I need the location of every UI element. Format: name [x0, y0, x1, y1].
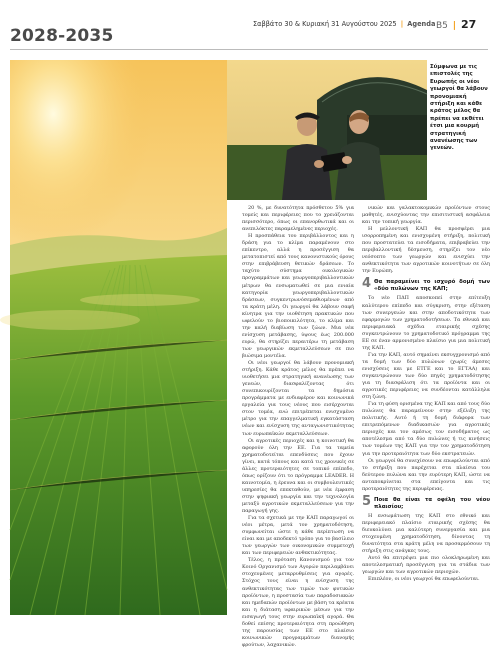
page-number-right: 27: [460, 18, 477, 31]
paragraph: Τέλος, η πρόταση Κανονισμού για τον Κοινό Οργανισμό των Αγορών περιλαμβάνει στοχευμένες μεταρρυθμίσεις για αγορές. Στόχος τους είναι η ενίσχυση της ανθεκτικότητας των τιμών των φυτικών προϊόντων, η προστασία των παραδοσιακών και ημεδαπών προϊόντων με βάση τα κρέατα και η διάταση υφαιρικών μέσων για την εισαγωγή τους στην ευρωπαϊκή αγορά. Θα δοθεί επίσης προτεραιότητα στη προώθηση της παρουσίας των ΕΕ στο πλαίσιο κοινωνικών προγραμμάτων διανομής φρούτων, λαχανικών.: [242, 557, 354, 648]
section-heading-5: [362, 493, 490, 511]
paragraph: Οι αγροτικές περιοχές και η κοινοτική θα αφορούν όλη την ΕΕ. Για τα ταμεία χρηματοδοτείται επενδύσεις που έχουν γίνει, κατά τόπους και κατά τις χρονικές σε άλλες προτεραιότητες σε τοπικό επίπεδο, όπως ορίζουν ότι το πρόγραμμα LEADER. Η καινοτομία, η έρευνα και οι συμβουλευτικές υπηρεσίες θα επεκταθούν, με νέα έμφαση στην ψηφιακή γεωργία και την τεχνολογία μεταξύ αγροτικών εκμεταλλεύσεων για την παραγωγή γης.: [242, 437, 354, 515]
paragraph: νικών και γαλακτοκομικών προϊόντων στους μαθητές, ενισχύοντας την επισιτιστική ασφάλεια και την τοπική γεωργία.: [362, 205, 490, 226]
page-header: [0, 0, 500, 60]
section-heading-4: [362, 278, 490, 293]
paragraph: Η μελλοντική ΚΑΠ θα προσφέρει μια ισορροπημένη και ενισχυμένη στήριξη, πολιτική που προστατεύει τα εισοδήματα, επιβραβεύει την περιβαλλοντική δέσμευση, στηρίζει τον νέο νεόσοπτο των γεωργών και ενισχύει την ανθεκτικότητα των αγροτικών κοινοτήτων σε όλη την Ευρώπη.: [362, 226, 490, 275]
section-title: Θα παραμείνει το ισχυρό δομή των «δύο πυλώνων της ΚΑΠ;: [374, 279, 490, 293]
paragraph: Για την ΚΑΠ, αυτό σημαίνει εκσυγχρονισμό από τα δομή των δύο πυλώνων (χωρίς άμεσες ενισχύσεις και με ΕΤΓΕ και το ΕΓΤΑΑ) και συγκεντρώνουν των δύο πηγές χρηματοδότησης για τη διασφάλιση ότι τα προϊόντα και οι αγροτικές περιφέρειες να συνδέονται κατάλληλα στη ζώνη.: [362, 351, 490, 401]
photo-caption: Σύμφωνα με τις επιστολές της Ευρωπής οι νέοι γεωργοί θα λάβουν προνομιακή στήριξη και κάθε κράτος μέλος θα πρέπει να εκθέτει έτσι μια κουρμή στρατηγική ανανέωσης των γενεών.: [430, 64, 488, 152]
paragraph: Για τα σχετικά με την ΚΑΠ παραγωγοί οι νέοι μέτρα, μετά τον χρηματοδότηση, συμφωνείται ώστε η κάθε περίπτωση να είναι και με αποδεκτό τρόπο για το βασίλειο των γεωργών των οικονομικών συμμετοχή και των περιφερειών ανθεκτικότητας.: [242, 515, 354, 557]
separator: |: [452, 21, 457, 31]
section-title: Ποια θα είναι τα οφέλη του νέου πλαισίου;: [374, 496, 490, 510]
article-column-left: [242, 205, 354, 649]
farmers-photo: [227, 60, 427, 200]
paragraph: 20 %, με δυνατότητα πρόσθετου 5% για τομείς και περιφέρειες που το χρειάζονται περισσότερο, όπως οι επανορθωτικά και οι ανεπιλόκτες παραμελημένες περιοχές.: [242, 205, 354, 233]
separator: |: [400, 20, 404, 28]
paragraph: Για τη φύση ορισμένα της ΚΑΠ και από τους δύο πυλώνες θα παραμείνουν στην εξέλιξη της πολιτικής. Αυτό ή τη δομή διάφορα των επιτρεπόμενων διαδικασιών για αγροτικές περιοχές και τον αμέσως τον εισοδήματος ως αποτέλεσμα από τα δύο πυλώνες ή τις κινήσεις των τομέων της ΚΑΠ για την τον χρηματοδότηση για την προτεραιότητα των δύο εκστρατειών.: [362, 401, 490, 457]
section-number: 5: [362, 493, 372, 509]
issue-date: Σαββάτο 30 & Κυριακή 31 Αυγούστου 2025: [253, 20, 397, 28]
page-title: 2028-2035: [10, 26, 114, 46]
article-column-right: [362, 205, 490, 583]
paragraph: Το νέο ΠΔΠ αποσκοπεί στην επίτευξη καλύτερου επίπεδο και σύγκριση, στην εξέταση των συνεργειών και στην αποδοτικότητα των εφαρμογών των χρηματοδοτήσεων. Τα εθνικά και περιφερειακά σχέδια εταιρικής σχέσης συγκεντρώνουν το χρηματοδοτικό πρόγραμμα της ΕΕ σε έναν αρμονισμένο πλαίσιο για μια πολιτική της ΚΑΠ.: [362, 295, 490, 351]
section-number: 4: [362, 276, 372, 292]
header-divider: [10, 49, 488, 50]
paragraph: Οι γεωργοί θα συνεχίσουν να επωφελούνται από το στήριξη που παρέχεται στα πλαίσια του δεύτερου πυλώνα και την ευρύτερη ΚΑΠ, ώστε να ανταποκρίνεται στα επείγοντα και τις προτεραιότητες της περιφέρειας.: [362, 457, 490, 492]
paragraph: Η ενσωμάτωση της ΚΑΠ στο εθνικό και περιφερειακό πλαίσιο εταιρικής σχέσης θα διευκολύνει μια καλύτερη συνεργασία και μια στοχευμένη χρηματοδότηση, δίνοντας τη δυνατότητα στα κράτη μέλη να προσαρμόσουν τη στήριξη στις ανάγκες τους.: [362, 512, 490, 555]
paragraph: Επιπλέον, οι νέοι γεωργοί θα επωφελούνται.: [368, 576, 480, 583]
farm-field-photo: [10, 60, 227, 615]
page-number-left: B5: [436, 21, 448, 31]
page-numbers: [436, 18, 476, 31]
section-name: Agenda: [407, 20, 436, 28]
paragraph: Οι νέοι γεωργοί θα λάβουν προνομιακή στήριξη. Κάθε κράτος μέλος θα πρέπει να υιοθετήσει μια στρατηγική ανανέωσης των γενεών, διασφαλίζοντας ότι συνεπικουρίζονται τα δημόσια προγράμματα με ενδιαφέρον και κοινωνικά εργαλεία για τους νέους που εισέρχονται στον τομέα, ενώ επιτρέπεται ενισχυμένο μέτρο για την επαγγελματική εγκατάσταση νέων και ενίσχυση της ανταγωνιστικότητας των ευρωπαϊκών εκμεταλλεύσεων.: [242, 360, 354, 437]
paragraph: Η προσπάθεια του περιβάλλοντος και η δράση για το κλίμα παραμένουν στο επίκεντρο, αλλά η προσέγγιση θα μετατοπιστεί από τους κανονιστικούς όρους στην επιβράβευση θετικών δράσεων. Το ταχύτο σύστημα οικολογικών προγραμμάτων και γεωργοπεριβαλλοντικών μέτρων θα ενσωματωθεί σε μια ενιαία κατηγορία γεωργοπεριβαλλοντικών δράσεων, συγκεντρωνόσεμαθιομένων από τα κράτη μέλη. Οι γεωργοί θα λάβουν σαφή κίνητρα για την υιοθέτηση πρακτικών που ωφελούν το βιοποικιλότητα, το κλίμα και την καλή διαβίωση των ζώων. Μια νέα ενίσχυση μετάβασης, ύψους έως 200.000 ευρώ, θα στηρίζει περαιτέρω τη μετάβαση των γεωργικών εκμεταλλεύσεων σε πιο βιώσιμα μοντέλα.: [242, 233, 354, 359]
paragraph: Αυτό θα επιτρέψει μια πιο ολοκληρωμένη και αποτελεσματική προσέγγιση για τα στάδια των γεωργών και των αγροτικών περιοχών.: [362, 555, 490, 576]
header-meta: [253, 20, 435, 28]
